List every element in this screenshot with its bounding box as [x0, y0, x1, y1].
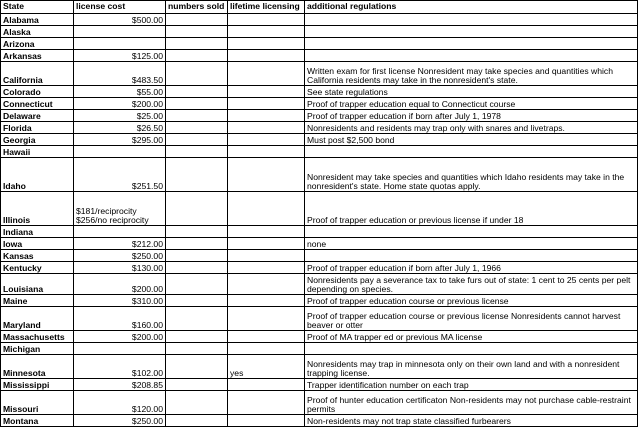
- cost-cell: $200.00: [74, 274, 166, 295]
- regulations-cell: Proof of hunter education certificaton Non-residents may not purchase cable-restraint permits: [305, 391, 638, 415]
- regulations-cell: Proof of trapper education if born after July 1, 1978: [305, 110, 638, 122]
- table-row: [1, 86, 638, 98]
- regulations-cell: [305, 38, 638, 50]
- regulations-cell: Non-residents may not trap state classified furbearers: [305, 415, 638, 427]
- numbers-sold-cell: [166, 110, 228, 122]
- state-cell: Maryland: [1, 307, 74, 331]
- lifetime-cell: [228, 134, 305, 146]
- lifetime-cell: [228, 391, 305, 415]
- header-numbers-sold: numbers sold: [166, 1, 228, 14]
- cost-cell: $251.50: [74, 158, 166, 192]
- cost-cell: $250.00: [74, 415, 166, 427]
- cost-cell: [74, 226, 166, 238]
- cost-cell: $120.00: [74, 391, 166, 415]
- table-row: [1, 391, 638, 415]
- table-row: [1, 26, 638, 38]
- numbers-sold-cell: [166, 307, 228, 331]
- lifetime-cell: yes: [228, 355, 305, 379]
- cost-cell: $25.00: [74, 110, 166, 122]
- state-cell: Montana: [1, 415, 74, 427]
- regulations-cell: [305, 14, 638, 26]
- cost-cell: $483.50: [74, 62, 166, 86]
- regulations-cell: Proof of trapper education equal to Connecticut course: [305, 98, 638, 110]
- regulations-cell: none: [305, 238, 638, 250]
- table-row: [1, 134, 638, 146]
- cost-cell: $310.00: [74, 295, 166, 307]
- table-row: [1, 295, 638, 307]
- cost-cell: $212.00: [74, 238, 166, 250]
- numbers-sold-cell: [166, 262, 228, 274]
- cost-cell: $125.00: [74, 50, 166, 62]
- lifetime-cell: [228, 379, 305, 391]
- lifetime-cell: [228, 38, 305, 50]
- lifetime-cell: [228, 122, 305, 134]
- state-cell: Kentucky: [1, 262, 74, 274]
- numbers-sold-cell: [166, 355, 228, 379]
- table-row: [1, 250, 638, 262]
- regulations-cell: [305, 146, 638, 158]
- table-row: [1, 50, 638, 62]
- lifetime-cell: [228, 26, 305, 38]
- regulations-cell: See state regulations: [305, 86, 638, 98]
- lifetime-cell: [228, 307, 305, 331]
- table-row: [1, 262, 638, 274]
- table-row: [1, 274, 638, 295]
- cost-cell: $102.00: [74, 355, 166, 379]
- state-cell: Alabama: [1, 14, 74, 26]
- state-cell: Massachusetts: [1, 331, 74, 343]
- state-cell: Arizona: [1, 38, 74, 50]
- cost-cell: $208.85: [74, 379, 166, 391]
- numbers-sold-cell: [166, 343, 228, 355]
- lifetime-cell: [228, 238, 305, 250]
- table-row: [1, 226, 638, 238]
- lifetime-cell: [228, 226, 305, 238]
- numbers-sold-cell: [166, 379, 228, 391]
- numbers-sold-cell: [166, 415, 228, 427]
- table-row: [1, 158, 638, 192]
- regulations-cell: [305, 226, 638, 238]
- numbers-sold-cell: [166, 226, 228, 238]
- lifetime-cell: [228, 192, 305, 226]
- lifetime-cell: [228, 110, 305, 122]
- state-cell: Alaska: [1, 26, 74, 38]
- state-cell: Missouri: [1, 391, 74, 415]
- cost-cell: $500.00: [74, 14, 166, 26]
- lifetime-cell: [228, 86, 305, 98]
- regulations-cell: Nonresident may take species and quantities which Idaho residents may take in the nonresident's state. Home state quotas apply.: [305, 158, 638, 192]
- lifetime-cell: [228, 158, 305, 192]
- table-row: [1, 192, 638, 226]
- state-cell: California: [1, 62, 74, 86]
- regulations-cell: Written exam for first license Nonresident may take species and quantities which California residents may take in the nonresident's state.: [305, 62, 638, 86]
- cost-cell: [74, 26, 166, 38]
- regulations-cell: Proof of trapper education course or previous license: [305, 295, 638, 307]
- regulations-cell: Trapper identification number on each trap: [305, 379, 638, 391]
- state-cell: Louisiana: [1, 274, 74, 295]
- state-cell: Georgia: [1, 134, 74, 146]
- cost-cell: $26.50: [74, 122, 166, 134]
- lifetime-cell: [228, 62, 305, 86]
- lifetime-cell: [228, 295, 305, 307]
- table-row: [1, 98, 638, 110]
- regulations-cell: Nonresidents and residents may trap only with snares and livetraps.: [305, 122, 638, 134]
- table-row: [1, 62, 638, 86]
- table-row: [1, 238, 638, 250]
- cost-cell: $181/reciprocity $256/no reciprocity: [74, 192, 166, 226]
- regulations-cell: Proof of MA trapper ed or previous MA license: [305, 331, 638, 343]
- numbers-sold-cell: [166, 86, 228, 98]
- state-cell: Indiana: [1, 226, 74, 238]
- state-cell: Florida: [1, 122, 74, 134]
- numbers-sold-cell: [166, 250, 228, 262]
- state-cell: Minnesota: [1, 355, 74, 379]
- numbers-sold-cell: [166, 38, 228, 50]
- state-cell: Hawaii: [1, 146, 74, 158]
- numbers-sold-cell: [166, 295, 228, 307]
- state-cell: Idaho: [1, 158, 74, 192]
- lifetime-cell: [228, 274, 305, 295]
- cost-cell: $200.00: [74, 331, 166, 343]
- numbers-sold-cell: [166, 274, 228, 295]
- lifetime-cell: [228, 331, 305, 343]
- table-row: [1, 331, 638, 343]
- header-lifetime-licensing: lifetime licensing: [228, 1, 305, 14]
- lifetime-cell: [228, 146, 305, 158]
- numbers-sold-cell: [166, 122, 228, 134]
- regulations-cell: [305, 343, 638, 355]
- numbers-sold-cell: [166, 146, 228, 158]
- cost-cell: $130.00: [74, 262, 166, 274]
- state-cell: Mississippi: [1, 379, 74, 391]
- regulations-cell: Proof of trapper education if born after July 1, 1966: [305, 262, 638, 274]
- state-cell: Michigan: [1, 343, 74, 355]
- regulations-cell: Nonresidents pay a severance tax to take furs out of state: 1 cent to 25 cents per pelt depending on species.: [305, 274, 638, 295]
- state-cell: Connecticut: [1, 98, 74, 110]
- cost-cell: $160.00: [74, 307, 166, 331]
- numbers-sold-cell: [166, 98, 228, 110]
- numbers-sold-cell: [166, 391, 228, 415]
- cost-cell: $200.00: [74, 98, 166, 110]
- cost-cell: $250.00: [74, 250, 166, 262]
- lifetime-cell: [228, 50, 305, 62]
- header-row: [1, 1, 638, 14]
- numbers-sold-cell: [166, 331, 228, 343]
- table-row: [1, 379, 638, 391]
- table-row: [1, 307, 638, 331]
- regulations-cell: Nonresidents may trap in minnesota only on their own land and with a nonresident trapping license.: [305, 355, 638, 379]
- numbers-sold-cell: [166, 14, 228, 26]
- regulations-cell: Proof of trapper education course or previous license Nonresidents cannot harvest beaver or otter: [305, 307, 638, 331]
- lifetime-cell: [228, 262, 305, 274]
- cost-cell: [74, 38, 166, 50]
- state-cell: Maine: [1, 295, 74, 307]
- table-row: [1, 110, 638, 122]
- state-cell: Kansas: [1, 250, 74, 262]
- regulations-cell: [305, 250, 638, 262]
- numbers-sold-cell: [166, 62, 228, 86]
- header-license-cost: license cost: [74, 1, 166, 14]
- table-row: [1, 38, 638, 50]
- table-row: [1, 415, 638, 427]
- numbers-sold-cell: [166, 158, 228, 192]
- cost-cell: $55.00: [74, 86, 166, 98]
- regulations-cell: Proof of trapper education or previous license if under 18: [305, 192, 638, 226]
- numbers-sold-cell: [166, 238, 228, 250]
- numbers-sold-cell: [166, 50, 228, 62]
- state-cell: Illinois: [1, 192, 74, 226]
- lifetime-cell: [228, 415, 305, 427]
- header-state: State: [1, 1, 74, 14]
- numbers-sold-cell: [166, 192, 228, 226]
- lifetime-cell: [228, 343, 305, 355]
- state-cell: Arkansas: [1, 50, 74, 62]
- lifetime-cell: [228, 250, 305, 262]
- regulations-cell: Must post $2,500 bond: [305, 134, 638, 146]
- numbers-sold-cell: [166, 134, 228, 146]
- lifetime-cell: [228, 98, 305, 110]
- cost-cell: [74, 343, 166, 355]
- table-row: [1, 122, 638, 134]
- table-row: [1, 146, 638, 158]
- header-additional-regulations: additional regulations: [305, 1, 638, 14]
- state-cell: Iowa: [1, 238, 74, 250]
- numbers-sold-cell: [166, 26, 228, 38]
- table-row: [1, 355, 638, 379]
- regulations-cell: [305, 50, 638, 62]
- table-row: [1, 343, 638, 355]
- regulations-cell: [305, 26, 638, 38]
- table-row: [1, 14, 638, 26]
- lifetime-cell: [228, 14, 305, 26]
- state-cell: Delaware: [1, 110, 74, 122]
- cost-cell: [74, 146, 166, 158]
- state-cell: Colorado: [1, 86, 74, 98]
- cost-cell: $295.00: [74, 134, 166, 146]
